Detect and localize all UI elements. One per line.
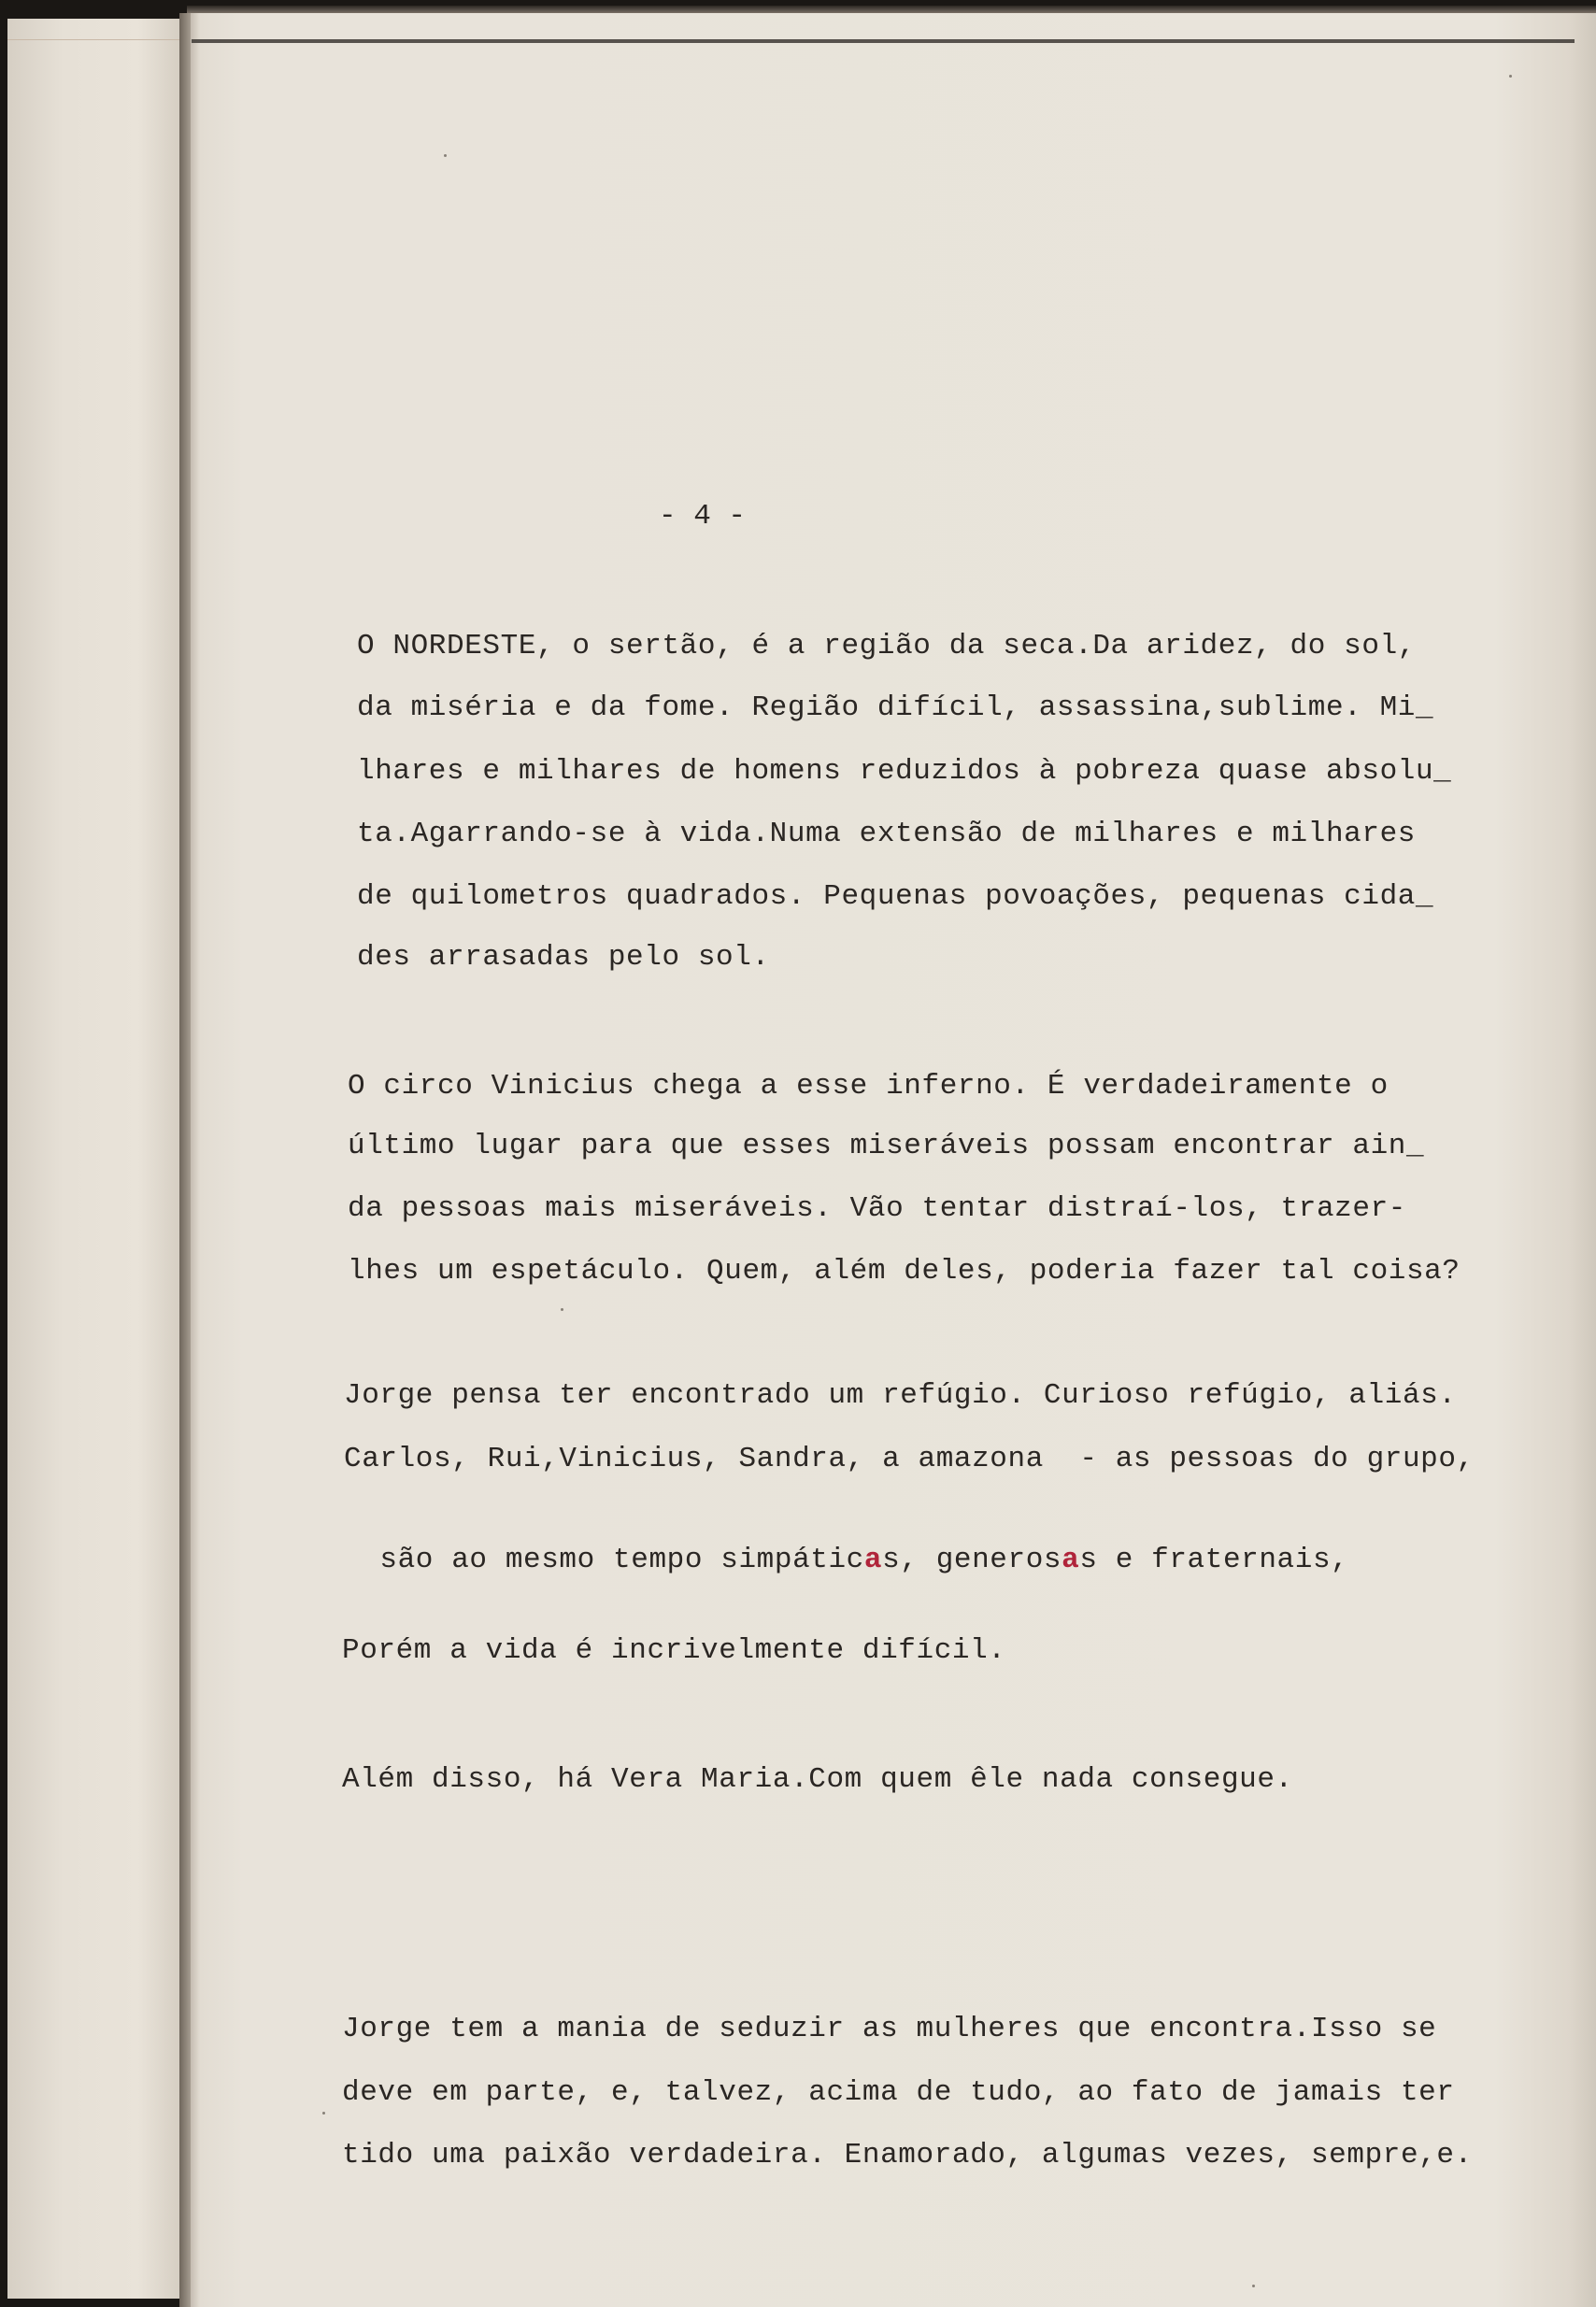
text-line: ta.Agarrando-se à vida.Numa extensão de milhares e milhares — [357, 818, 1416, 850]
text-line: lhares e milhares de homens reduzidos à pobreza quase absolu_ — [357, 755, 1452, 788]
facing-page-edge — [7, 19, 194, 2299]
page-number: - 4 - — [659, 500, 747, 533]
binding-shadow — [179, 13, 191, 2307]
handwritten-correction: a — [863, 1544, 883, 1576]
text-segment: s, generos — [882, 1544, 1062, 1576]
handwritten-correction: a — [1062, 1544, 1080, 1576]
paper-speck — [1252, 2285, 1255, 2287]
paper-speck — [1509, 75, 1512, 78]
text-line: Carlos, Rui,Vinicius, Sandra, a amazona - as pessoas do grupo, — [344, 1443, 1475, 1475]
text-line: O NORDESTE, o sertão, é a região da seca.Da aridez, do sol, — [357, 630, 1416, 662]
text-line: O circo Vinicius chega a esse inferno. É verdadeiramente o — [348, 1070, 1389, 1103]
text-line: deve em parte, e, talvez, acima de tudo, ao fato de jamais ter — [342, 2076, 1455, 2109]
top-rule — [192, 39, 1575, 43]
paper-speck — [444, 154, 447, 157]
text-line: lhes um espetáculo. Quem, além deles, poderia fazer tal coisa? — [348, 1255, 1461, 1288]
paper-speck — [322, 2112, 325, 2115]
text-line: Jorge pensa ter encontrado um refúgio. Curioso refúgio, aliás. — [344, 1379, 1457, 1412]
text-line: Além disso, há Vera Maria.Com quem êle nada consegue. — [342, 1763, 1293, 1796]
text-line: da pessoas mais miseráveis. Vão tentar distraí-los, trazer- — [348, 1192, 1406, 1225]
text-segment: s e fraternais, — [1079, 1544, 1349, 1576]
text-line: tido uma paixão verdadeira. Enamorado, algumas vezes, sempre,e. — [342, 2139, 1473, 2172]
text-line: Porém a vida é incrivelmente difícil. — [342, 1634, 1006, 1667]
paper-speck — [561, 1308, 563, 1311]
text-segment: são ao mesmo tempo simpátic — [379, 1544, 864, 1576]
text-line: des arrasadas pelo sol. — [357, 941, 770, 974]
text-line: último lugar para que esses miseráveis possam encontrar ain_ — [348, 1130, 1425, 1162]
text-line: de quilometros quadrados. Pequenas povoações, pequenas cida_ — [357, 880, 1434, 913]
corrected-text-line — [344, 1504, 1348, 1579]
facing-page-rule — [7, 39, 194, 40]
text-line: Jorge tem a mania de seduzir as mulheres que encontra.Isso se — [342, 2013, 1437, 2045]
text-line: da miséria e da fome. Região difícil, assassina,sublime. Mi_ — [357, 691, 1434, 724]
